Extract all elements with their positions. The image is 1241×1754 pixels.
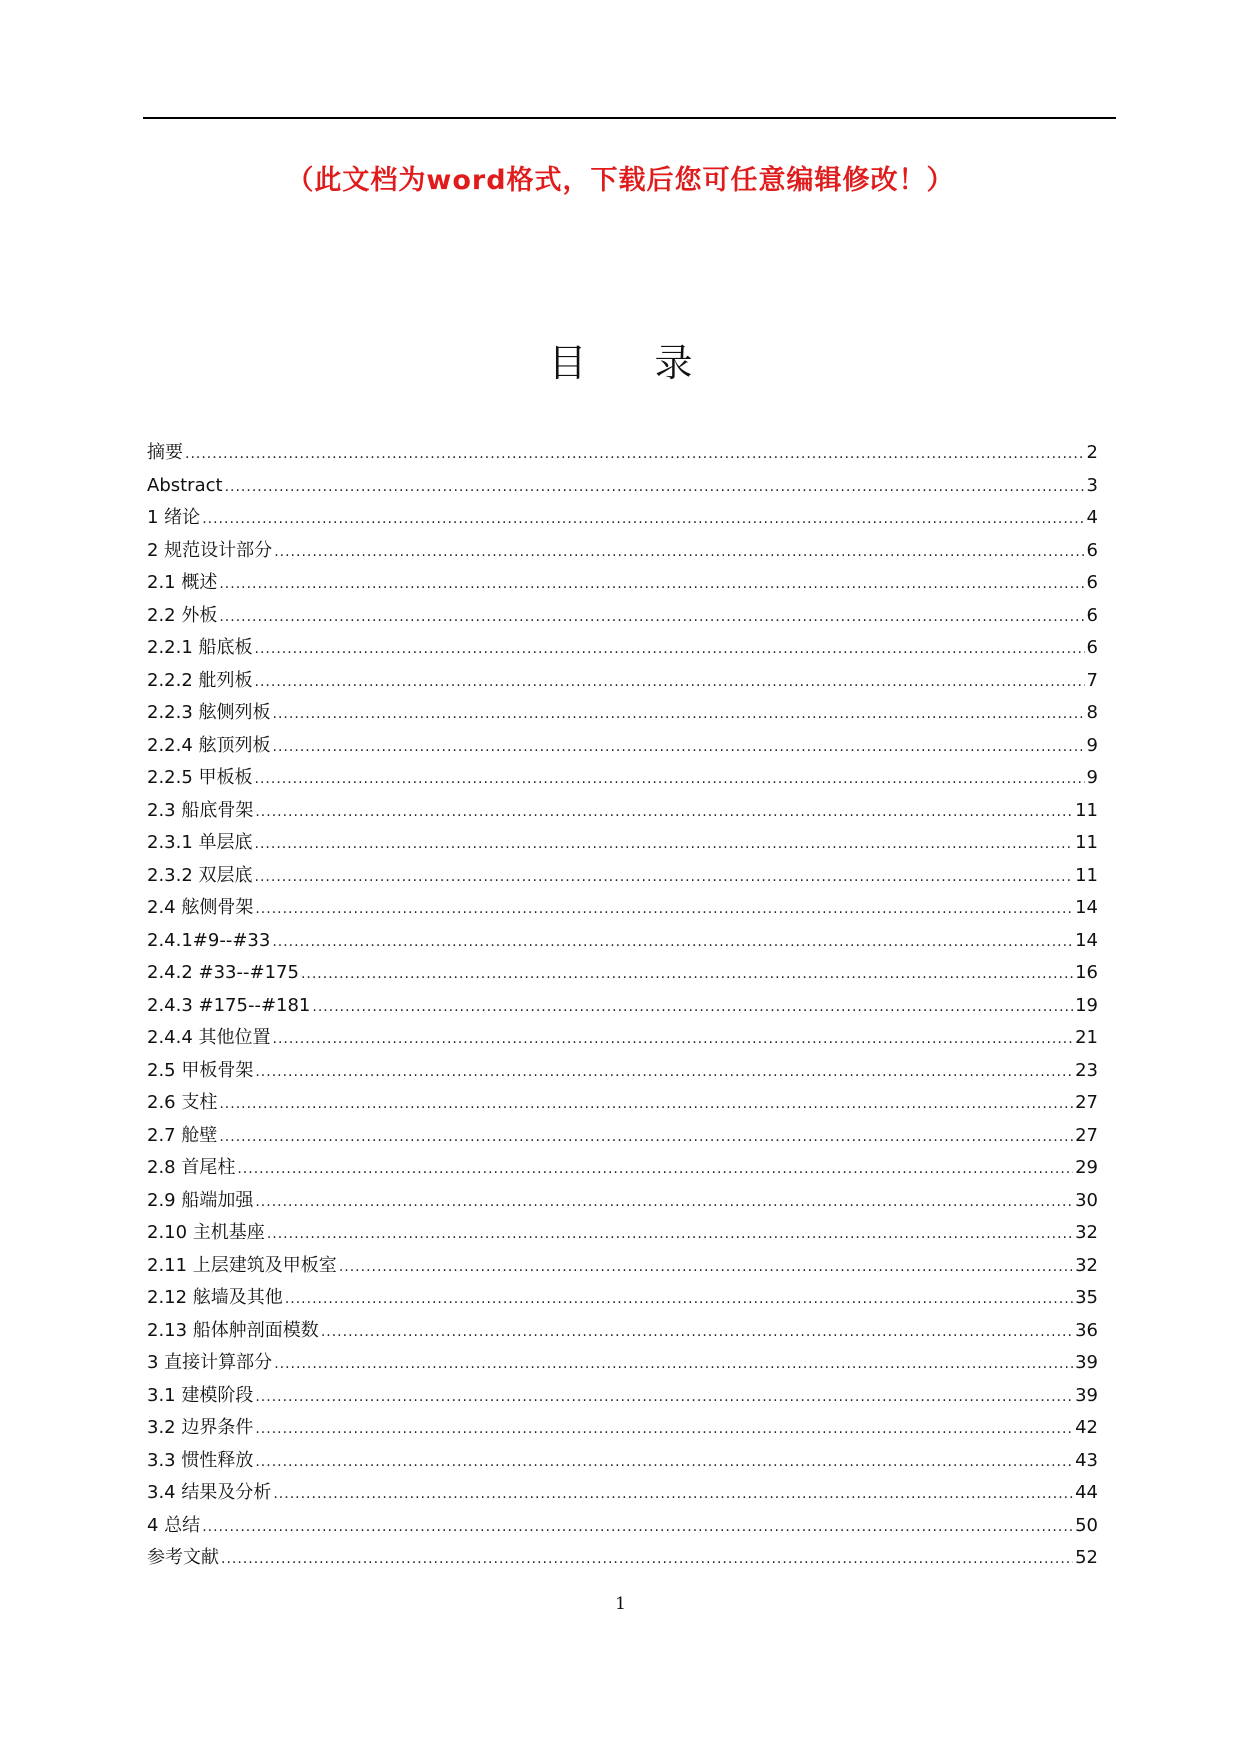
toc-entry[interactable] — [147, 502, 1098, 535]
toc-entry-page: 30 — [1075, 1189, 1098, 1211]
toc-dot-leader — [273, 1478, 1073, 1511]
toc-dot-leader — [255, 1056, 1073, 1089]
toc-entry-label: 2.2.4 舷顶列板 — [147, 734, 271, 756]
toc-entry-label: 3.2 边界条件 — [147, 1417, 254, 1438]
toc-entry[interactable] — [147, 1152, 1098, 1185]
toc-entry-label: 2.1 概述 — [147, 572, 218, 593]
toc-entry-label: 参考文献 — [147, 1547, 219, 1568]
toc-title: 目 录 — [548, 341, 721, 385]
toc-dot-leader — [272, 926, 1073, 959]
toc-entry-page: 42 — [1075, 1417, 1098, 1438]
toc-entry[interactable] — [147, 1055, 1098, 1088]
toc-entry-page: 11 — [1075, 799, 1098, 821]
toc-entry[interactable] — [147, 957, 1098, 990]
toc-entry[interactable] — [147, 1477, 1098, 1510]
toc-entry-page: 50 — [1075, 1514, 1098, 1536]
toc-entry[interactable] — [147, 1347, 1098, 1380]
toc-entry-page: 32 — [1075, 1222, 1098, 1243]
toc-entry[interactable] — [147, 1250, 1098, 1283]
toc-entry-page: 36 — [1075, 1319, 1098, 1341]
toc-entry-label: 2.4.3 #175--#181 — [147, 994, 311, 1016]
toc-entry-label: 2.9 船端加强 — [147, 1189, 254, 1211]
toc-dot-leader — [274, 536, 1084, 569]
toc-entry[interactable] — [147, 665, 1098, 698]
page-number: 1 — [615, 1594, 626, 1614]
toc-entry-page: 27 — [1075, 1124, 1098, 1146]
toc-entry-label: 2.2.5 甲板板 — [147, 767, 253, 788]
header-rule — [143, 117, 1116, 119]
toc-entry-page: 6 — [1086, 539, 1098, 561]
toc-dot-leader — [301, 958, 1073, 991]
toc-entry-label: 2.11 上层建筑及甲板室 — [147, 1254, 337, 1276]
toc-entry-label: 2.8 首尾柱 — [147, 1157, 236, 1178]
toc-entry-page: 23 — [1075, 1059, 1098, 1081]
toc-entry-page: 7 — [1086, 669, 1098, 691]
toc-entry[interactable] — [147, 470, 1098, 503]
toc-entry[interactable] — [147, 762, 1098, 795]
toc-entry[interactable] — [147, 860, 1098, 893]
toc-dot-leader — [273, 1023, 1074, 1056]
toc-entry-page: 39 — [1075, 1352, 1098, 1373]
toc-dot-leader — [274, 1348, 1073, 1381]
toc-entry[interactable] — [147, 1282, 1098, 1315]
toc-entry[interactable] — [147, 1087, 1098, 1120]
toc-dot-leader — [255, 861, 1074, 894]
toc-dot-leader — [255, 1381, 1073, 1414]
toc-dot-leader — [273, 731, 1085, 764]
toc-entry[interactable] — [147, 1412, 1098, 1445]
toc-entry[interactable] — [147, 1185, 1098, 1218]
toc-entry[interactable] — [147, 795, 1098, 828]
toc-entry-label: 2.4.4 其他位置 — [147, 1027, 271, 1048]
toc-entry-label: 2.2.3 舷侧列板 — [147, 702, 271, 723]
toc-entry-page: 14 — [1075, 897, 1098, 918]
toc-entry-label: 摘要 — [147, 442, 183, 463]
toc-entry-page: 35 — [1075, 1287, 1098, 1308]
toc-dot-leader — [255, 1186, 1073, 1219]
toc-entry[interactable] — [147, 567, 1098, 600]
toc-dot-leader — [339, 1251, 1073, 1284]
toc-dot-leader — [219, 1088, 1073, 1121]
toc-dot-leader — [219, 1121, 1073, 1154]
toc-entry-page: 52 — [1075, 1547, 1098, 1568]
toc-entry[interactable] — [147, 827, 1098, 860]
toc-entry-label: 3 直接计算部分 — [147, 1352, 273, 1373]
toc-dot-leader — [321, 1316, 1073, 1349]
toc-entry[interactable] — [147, 1217, 1098, 1250]
toc-entry[interactable] — [147, 892, 1098, 925]
toc-entry-page: 16 — [1075, 962, 1098, 983]
toc-entry-page: 14 — [1075, 929, 1098, 951]
toc-entry-page: 27 — [1075, 1092, 1098, 1113]
toc-dot-leader — [255, 666, 1085, 699]
toc-entry[interactable] — [147, 1542, 1098, 1575]
toc-entry-label: 4 总结 — [147, 1514, 201, 1536]
toc-dot-leader — [202, 1511, 1073, 1544]
toc-entry-page: 6 — [1086, 637, 1098, 658]
toc-entry-label: 2.4.1#9--#33 — [147, 929, 271, 951]
toc-entry-label: 2.4 舷侧骨架 — [147, 897, 254, 918]
toc-dot-leader — [255, 763, 1085, 796]
toc-entry-page: 9 — [1086, 734, 1098, 756]
toc-entry[interactable] — [147, 925, 1098, 958]
toc-dot-leader — [255, 893, 1073, 926]
toc-entry[interactable] — [147, 1022, 1098, 1055]
toc-entry-page: 44 — [1075, 1482, 1098, 1503]
toc-entry-label: 2.6 支柱 — [147, 1092, 218, 1113]
toc-entry-label: 2.3.2 双层底 — [147, 864, 253, 886]
toc-dot-leader — [225, 471, 1085, 504]
toc-dot-leader — [285, 1283, 1073, 1316]
toc-dot-leader — [312, 991, 1073, 1024]
toc-dot-leader — [255, 796, 1073, 829]
toc-entry-page: 6 — [1086, 604, 1098, 626]
toc-dot-leader — [255, 1413, 1073, 1446]
toc-entry-label: 2.4.2 #33--#175 — [147, 962, 299, 983]
toc-dot-leader — [273, 698, 1085, 731]
toc-entry-label: 2 规范设计部分 — [147, 539, 273, 561]
toc-dot-leader — [237, 1153, 1073, 1186]
toc-entry-label: 3.1 建模阶段 — [147, 1384, 254, 1406]
toc-entry-label: 2.10 主机基座 — [147, 1222, 265, 1243]
toc-entry-label: 3.4 结果及分析 — [147, 1482, 272, 1503]
toc-entry-label: 2.3 船底骨架 — [147, 799, 254, 821]
toc-entry-page: 11 — [1075, 832, 1098, 853]
toc-entry[interactable] — [147, 1120, 1098, 1153]
toc-dot-leader — [202, 503, 1084, 536]
toc-entry-page: 21 — [1075, 1027, 1098, 1048]
toc-entry-label: 2.3.1 单层底 — [147, 832, 253, 853]
toc-entry-page: 19 — [1075, 994, 1098, 1016]
toc-entry-label: 2.7 舱壁 — [147, 1124, 218, 1146]
toc-entry-page: 8 — [1086, 702, 1098, 723]
toc-entry[interactable] — [147, 1510, 1098, 1543]
toc-dot-leader — [219, 601, 1084, 634]
toc-entry-page: 3 — [1086, 474, 1098, 496]
toc-entry-page: 9 — [1086, 767, 1098, 788]
toc-entry-page: 6 — [1086, 572, 1098, 593]
toc-entry-label: 1 绪论 — [147, 507, 201, 528]
toc-dot-leader — [255, 633, 1085, 666]
toc-entry[interactable] — [147, 730, 1098, 763]
toc-entry[interactable] — [147, 697, 1098, 730]
toc-entry-label: 2.5 甲板骨架 — [147, 1059, 254, 1081]
toc-entry-label: 3.3 惯性释放 — [147, 1449, 254, 1471]
toc-dot-leader — [219, 568, 1084, 601]
toc-entry-label: 2.2.1 船底板 — [147, 637, 253, 658]
toc-dot-leader — [185, 438, 1085, 471]
toc-dot-leader — [255, 828, 1074, 861]
toc-entry-label: 2.2.2 舭列板 — [147, 669, 253, 691]
toc-dot-leader — [255, 1446, 1073, 1479]
toc-entry[interactable] — [147, 632, 1098, 665]
toc-entry-page: 43 — [1075, 1449, 1098, 1471]
toc-dot-leader — [221, 1543, 1073, 1576]
toc-entry[interactable] — [147, 535, 1098, 568]
toc-dot-leader — [267, 1218, 1073, 1251]
toc-entry-label: Abstract — [147, 474, 223, 496]
toc-entry-page: 2 — [1086, 442, 1098, 463]
toc-entry[interactable] — [147, 600, 1098, 633]
table-of-contents — [147, 437, 1098, 1575]
toc-entry-page: 39 — [1075, 1384, 1098, 1406]
toc-entry-label: 2.13 船体舯剖面模数 — [147, 1319, 319, 1341]
toc-entry[interactable] — [147, 1445, 1098, 1478]
toc-entry-page: 4 — [1086, 507, 1098, 528]
format-notice: （此文档为word格式，下载后您可任意编辑修改！） — [286, 165, 955, 196]
toc-entry-label: 2.12 舷墙及其他 — [147, 1287, 283, 1308]
toc-entry-page: 32 — [1075, 1254, 1098, 1276]
toc-entry[interactable] — [147, 990, 1098, 1023]
toc-entry-page: 29 — [1075, 1157, 1098, 1178]
toc-entry[interactable] — [147, 1380, 1098, 1413]
toc-entry-label: 2.2 外板 — [147, 604, 218, 626]
toc-entry-page: 11 — [1075, 864, 1098, 886]
toc-entry[interactable] — [147, 437, 1098, 470]
toc-entry[interactable] — [147, 1315, 1098, 1348]
